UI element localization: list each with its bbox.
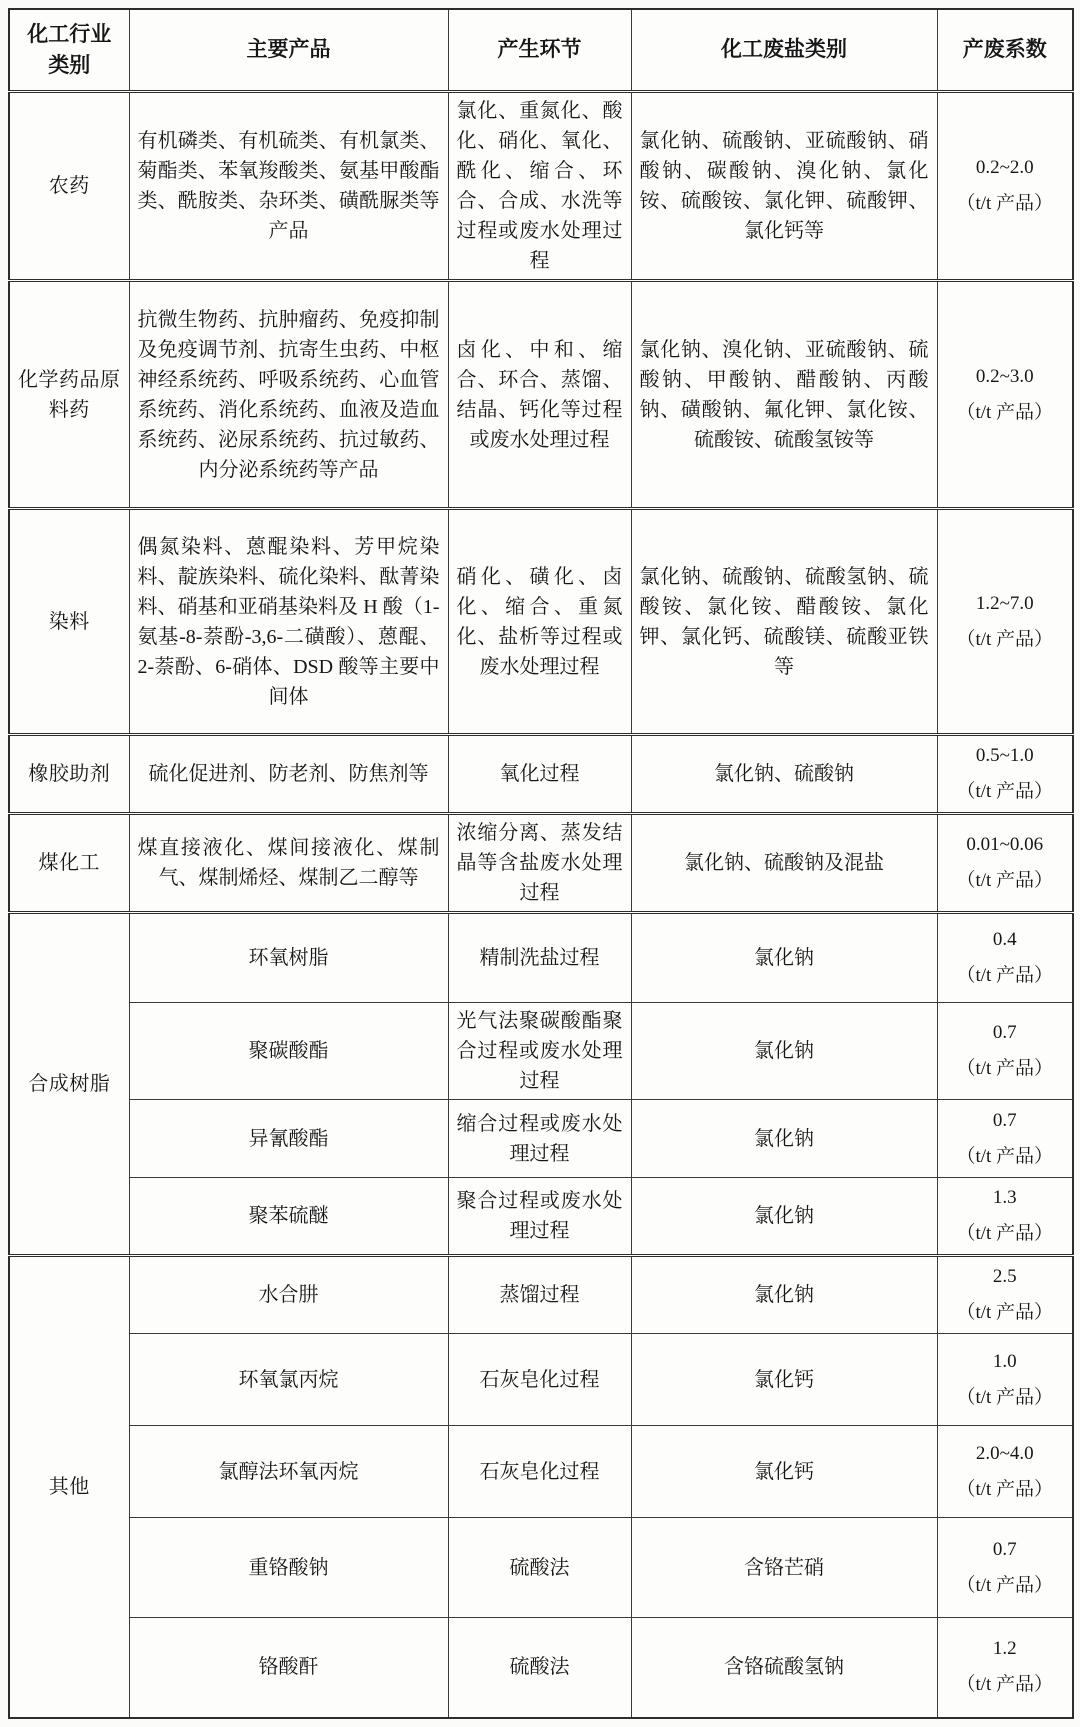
products-cell: 氯醇法环氧丙烷	[129, 1426, 448, 1518]
products-cell: 有机磷类、有机硫类、有机氯类、菊酯类、苯氧羧酸类、氨基甲酸酯类、酰胺类、杂环类、磺酰脲类等产品	[129, 92, 448, 281]
salts-cell: 氯化钠	[631, 1178, 937, 1256]
stage-cell: 硫酸法	[448, 1618, 631, 1718]
coefficient-value: 0.5~1.0	[975, 745, 1034, 766]
coefficient-value: 0.01~0.06	[966, 834, 1044, 855]
coefficient-cell	[937, 1334, 1073, 1426]
coefficient-value: 1.0	[992, 1350, 1017, 1372]
coefficient-cell	[937, 1518, 1073, 1618]
stage-cell: 光气法聚碳酸酯聚合过程或废水处理过程	[448, 1003, 631, 1100]
coefficient-value: 2.0~4.0	[975, 1442, 1034, 1464]
products-cell: 水合肼	[129, 1256, 448, 1334]
coefficient-cell	[937, 814, 1073, 913]
products-cell: 环氧氯丙烷	[129, 1334, 448, 1426]
table-row	[9, 1256, 1073, 1334]
stage-cell: 蒸馏过程	[448, 1256, 631, 1334]
salts-cell: 氯化钠、硫酸钠、亚硫酸钠、硝酸钠、碳酸钠、溴化钠、氯化铵、硫酸铵、氯化钾、硫酸钾、氯化钙等	[631, 92, 937, 281]
table-row	[9, 92, 1073, 281]
coefficient-value: 0.2~3.0	[975, 365, 1034, 387]
coefficient-cell	[937, 92, 1073, 281]
products-cell: 重铬酸钠	[129, 1518, 448, 1618]
table-body	[9, 92, 1073, 1718]
coefficient-unit: （t/t 产品）	[956, 401, 1054, 423]
coefficient-value: 1.2~7.0	[975, 592, 1034, 614]
coefficient-unit: （t/t 产品）	[956, 1574, 1054, 1596]
header-cell-waste-salt-type: 化工废盐类别	[631, 9, 937, 92]
category-cell: 染料	[9, 509, 129, 735]
table-header-row	[9, 9, 1073, 92]
coefficient-cell	[937, 1003, 1073, 1100]
coefficient-value: 1.2	[992, 1638, 1017, 1660]
stage-cell: 石灰皂化过程	[448, 1334, 631, 1426]
stage-cell: 硫酸法	[448, 1518, 631, 1618]
coefficient-unit: （t/t 产品）	[956, 870, 1054, 891]
salts-cell: 含铬芒硝	[631, 1518, 937, 1618]
table-row	[9, 1426, 1073, 1518]
products-cell: 聚苯硫醚	[129, 1178, 448, 1256]
salts-cell: 氯化钠	[631, 913, 937, 1003]
products-cell: 抗微生物药、抗肿瘤药、免疫抑制及免疫调节剂、抗寄生虫药、中枢神经系统药、呼吸系统药、心血管系统药、消化系统药、血液及造血系统药、泌尿系统药、抗过敏药、内分泌系统药等产品	[129, 281, 448, 509]
salts-cell: 含铬硫酸氢钠	[631, 1618, 937, 1718]
salts-cell: 氯化钠、溴化钠、亚硫酸钠、硫酸钠、甲酸钠、醋酸钠、丙酸钠、磺酸钠、氟化钾、氯化铵、硫酸铵、硫酸氢铵等	[631, 281, 937, 509]
stage-cell: 聚合过程或废水处理过程	[448, 1178, 631, 1256]
table-row	[9, 1100, 1073, 1178]
table-row	[9, 735, 1073, 814]
products-cell: 异氰酸酯	[129, 1100, 448, 1178]
category-cell: 农药	[9, 92, 129, 281]
salts-cell: 氯化钠、硫酸钠、硫酸氢钠、硫酸铵、氯化铵、醋酸铵、氯化钾、氯化钙、硫酸镁、硫酸亚铁等	[631, 509, 937, 735]
stage-cell: 石灰皂化过程	[448, 1426, 631, 1518]
table-row	[9, 1618, 1073, 1718]
coefficient-value: 0.7	[992, 1109, 1017, 1131]
stage-cell: 氯化、重氮化、酸化、硝化、氧化、酰化、缩合、环合、合成、水洗等过程或废水处理过程	[448, 92, 631, 281]
header-cell-generation-stage: 产生环节	[448, 9, 631, 92]
coefficient-cell	[937, 509, 1073, 735]
coefficient-value: 1.3	[992, 1187, 1017, 1208]
coefficient-cell	[937, 1100, 1073, 1178]
coefficient-unit: （t/t 产品）	[956, 1145, 1054, 1167]
coefficient-unit: （t/t 产品）	[956, 781, 1054, 802]
coefficient-value: 2.5	[992, 1266, 1017, 1287]
coefficient-cell	[937, 1618, 1073, 1718]
category-cell: 其他	[9, 1256, 129, 1718]
coefficient-value: 0.7	[992, 1538, 1017, 1560]
coefficient-unit: （t/t 产品）	[956, 1058, 1054, 1079]
stage-cell: 精制洗盐过程	[448, 913, 631, 1003]
coefficient-unit: （t/t 产品）	[956, 1478, 1054, 1500]
salts-cell: 氯化钠	[631, 1003, 937, 1100]
stage-cell: 氧化过程	[448, 735, 631, 814]
category-cell: 煤化工	[9, 814, 129, 913]
stage-cell: 缩合过程或废水处理过程	[448, 1100, 631, 1178]
coefficient-cell	[937, 735, 1073, 814]
category-cell: 合成树脂	[9, 913, 129, 1256]
coefficient-cell	[937, 913, 1073, 1003]
salts-cell: 氯化钠、硫酸钠及混盐	[631, 814, 937, 913]
table-row	[9, 1003, 1073, 1100]
coefficient-unit: （t/t 产品）	[956, 965, 1054, 986]
coefficient-cell	[937, 281, 1073, 509]
header-cell-main-products: 主要产品	[129, 9, 448, 92]
stage-cell: 卤化、中和、缩合、环合、蒸馏、结晶、钙化等过程或废水处理过程	[448, 281, 631, 509]
coefficient-unit: （t/t 产品）	[956, 1223, 1054, 1244]
stage-cell: 硝化、磺化、卤化、缩合、重氮化、盐析等过程或废水处理过程	[448, 509, 631, 735]
coefficient-unit: （t/t 产品）	[956, 1386, 1054, 1408]
products-cell: 聚碳酸酯	[129, 1003, 448, 1100]
table-row	[9, 1518, 1073, 1618]
waste-salt-classification-table	[8, 8, 1074, 1719]
table-row	[9, 281, 1073, 509]
coefficient-cell	[937, 1178, 1073, 1256]
table-row	[9, 1334, 1073, 1426]
table-row	[9, 913, 1073, 1003]
coefficient-unit: （t/t 产品）	[956, 1302, 1054, 1323]
coefficient-unit: （t/t 产品）	[956, 1674, 1054, 1696]
coefficient-value: 0.4	[992, 929, 1017, 950]
header-cell-waste-coefficient: 产废系数	[937, 9, 1073, 92]
category-cell: 化学药品原料药	[9, 281, 129, 509]
coefficient-unit: （t/t 产品）	[956, 193, 1054, 214]
coefficient-cell	[937, 1256, 1073, 1334]
header-cell-industry-category: 化工行业类别	[9, 9, 129, 92]
stage-cell: 浓缩分离、蒸发结晶等含盐废水处理过程	[448, 814, 631, 913]
salts-cell: 氯化钠	[631, 1100, 937, 1178]
coefficient-unit: （t/t 产品）	[956, 628, 1054, 650]
salts-cell: 氯化钠	[631, 1256, 937, 1334]
table-row	[9, 509, 1073, 735]
products-cell: 环氧树脂	[129, 913, 448, 1003]
table-row	[9, 1178, 1073, 1256]
products-cell: 铬酸酐	[129, 1618, 448, 1718]
salts-cell: 氯化钠、硫酸钠	[631, 735, 937, 814]
products-cell: 偶氮染料、蒽醌染料、芳甲烷染料、靛族染料、硫化染料、酞菁染料、硝基和亚硝基染料及 H 酸（1-氨基-8-萘酚-3,6-二磺酸）、蒽醌、2-萘酚、6-硝体、DSD 酸等主要中间体	[129, 509, 448, 735]
category-cell: 橡胶助剂	[9, 735, 129, 814]
salts-cell: 氯化钙	[631, 1334, 937, 1426]
coefficient-cell	[937, 1426, 1073, 1518]
table-row	[9, 814, 1073, 913]
products-cell: 硫化促进剂、防老剂、防焦剂等	[129, 735, 448, 814]
coefficient-value: 0.7	[992, 1022, 1017, 1043]
coefficient-value: 0.2~2.0	[975, 157, 1034, 178]
products-cell: 煤直接液化、煤间接液化、煤制气、煤制烯烃、煤制乙二醇等	[129, 814, 448, 913]
salts-cell: 氯化钙	[631, 1426, 937, 1518]
